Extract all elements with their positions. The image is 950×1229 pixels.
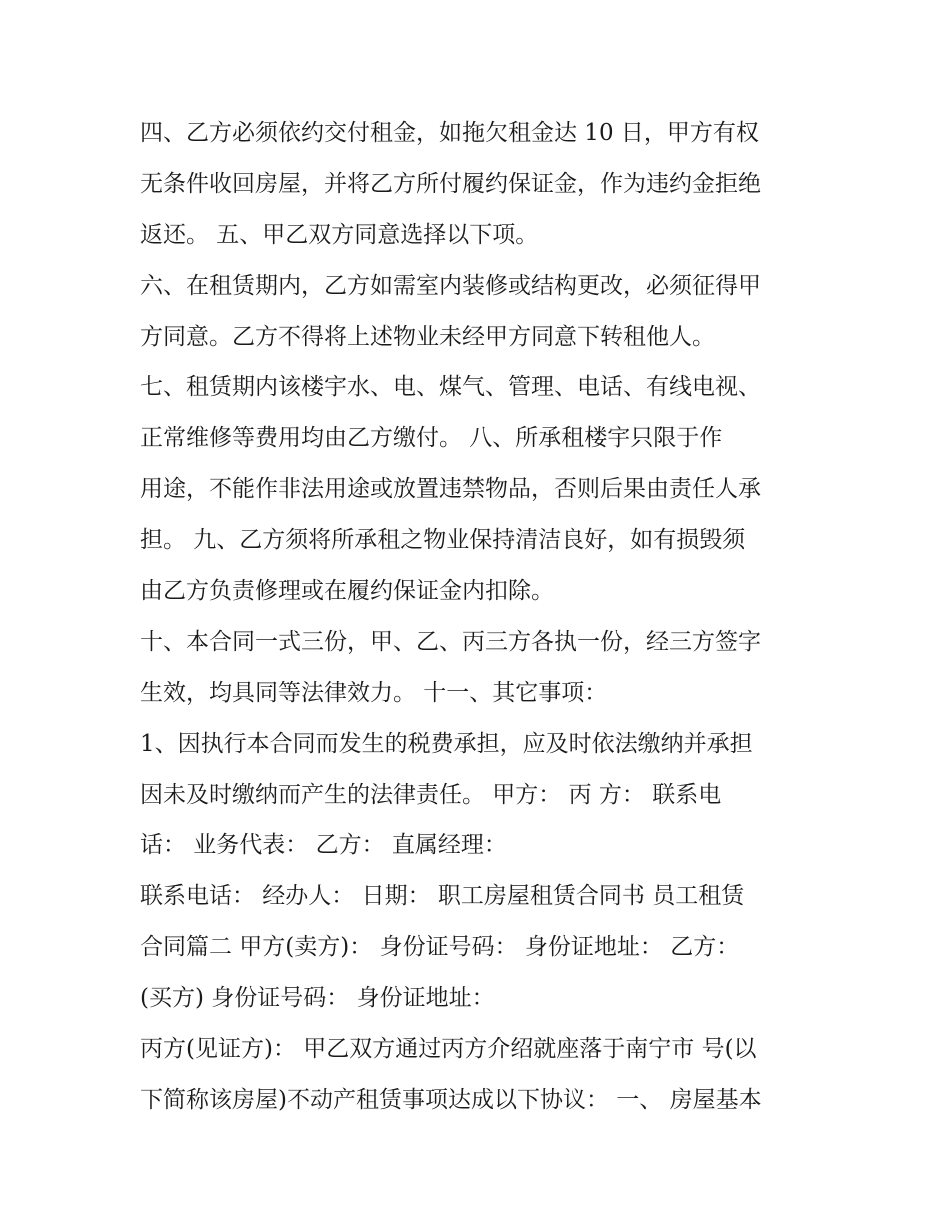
text-line: 十、本合同一式三份，甲、乙、丙三方各执一份，经三方签字 (140, 628, 761, 655)
text-line: 担。 九、乙方须将所承租之物业保持清洁良好，如有损毁须 (140, 527, 746, 554)
text-line: 方同意。乙方不得将上述物业未经甲方同意下转租他人。 (140, 323, 715, 350)
text-line: 返还。 五、甲乙双方同意选择以下项。 (140, 221, 539, 248)
text-line: 丙方(见证方)： 甲乙双方通过丙方介绍就座落于南宁市 号(以 (140, 1036, 757, 1063)
text-line: (买方) 身份证号码： 身份证地址： (140, 985, 495, 1012)
text-line: 下简称该房屋)不动产租赁事项达成以下协议： 一、 房屋基本 (140, 1086, 762, 1113)
text-line: 联系电话： 经办人： 日期： 职工房屋租赁合同书 员工租赁 (140, 883, 745, 910)
text-line: 四、乙方必须依约交付租金，如拖欠租金达 10 日，甲方有权 (140, 120, 759, 146)
text-line: 七、租赁期内该楼宇水、电、煤气、管理、电话、有线电视、 (140, 374, 761, 401)
text-line: 因未及时缴纳而产生的法律责任。 甲方： 丙 方： 联系电 (140, 781, 722, 808)
contract-text (140, 108, 830, 1126)
text-line: 生效，均具同等法律效力。 十一、其它事项： (140, 679, 608, 706)
text-line: 1、因执行本合同而发生的税费承担，应及时依法缴纳并承担 (140, 730, 753, 757)
text-line: 正常维修等费用均由乙方缴付。 八、所承租楼宇只限于作 (140, 425, 723, 452)
text-line: 无条件收回房屋，并将乙方所付履约保证金，作为违约金拒绝 (140, 170, 761, 197)
text-line: 用途，不能作非法用途或放置违禁物品，否则后果由责任人承 (140, 476, 761, 503)
text-line: 由乙方负责修理或在履约保证金内扣除。 (140, 578, 554, 605)
text-line: 六、在租赁期内，乙方如需室内装修或结构更改，必须征得甲 (140, 272, 761, 299)
text-line: 话： 业务代表： 乙方： 直属经理： (140, 832, 507, 859)
text-line: 合同篇二 甲方(卖方)： 身份证号码： 身份证地址： 乙方： (140, 934, 740, 961)
